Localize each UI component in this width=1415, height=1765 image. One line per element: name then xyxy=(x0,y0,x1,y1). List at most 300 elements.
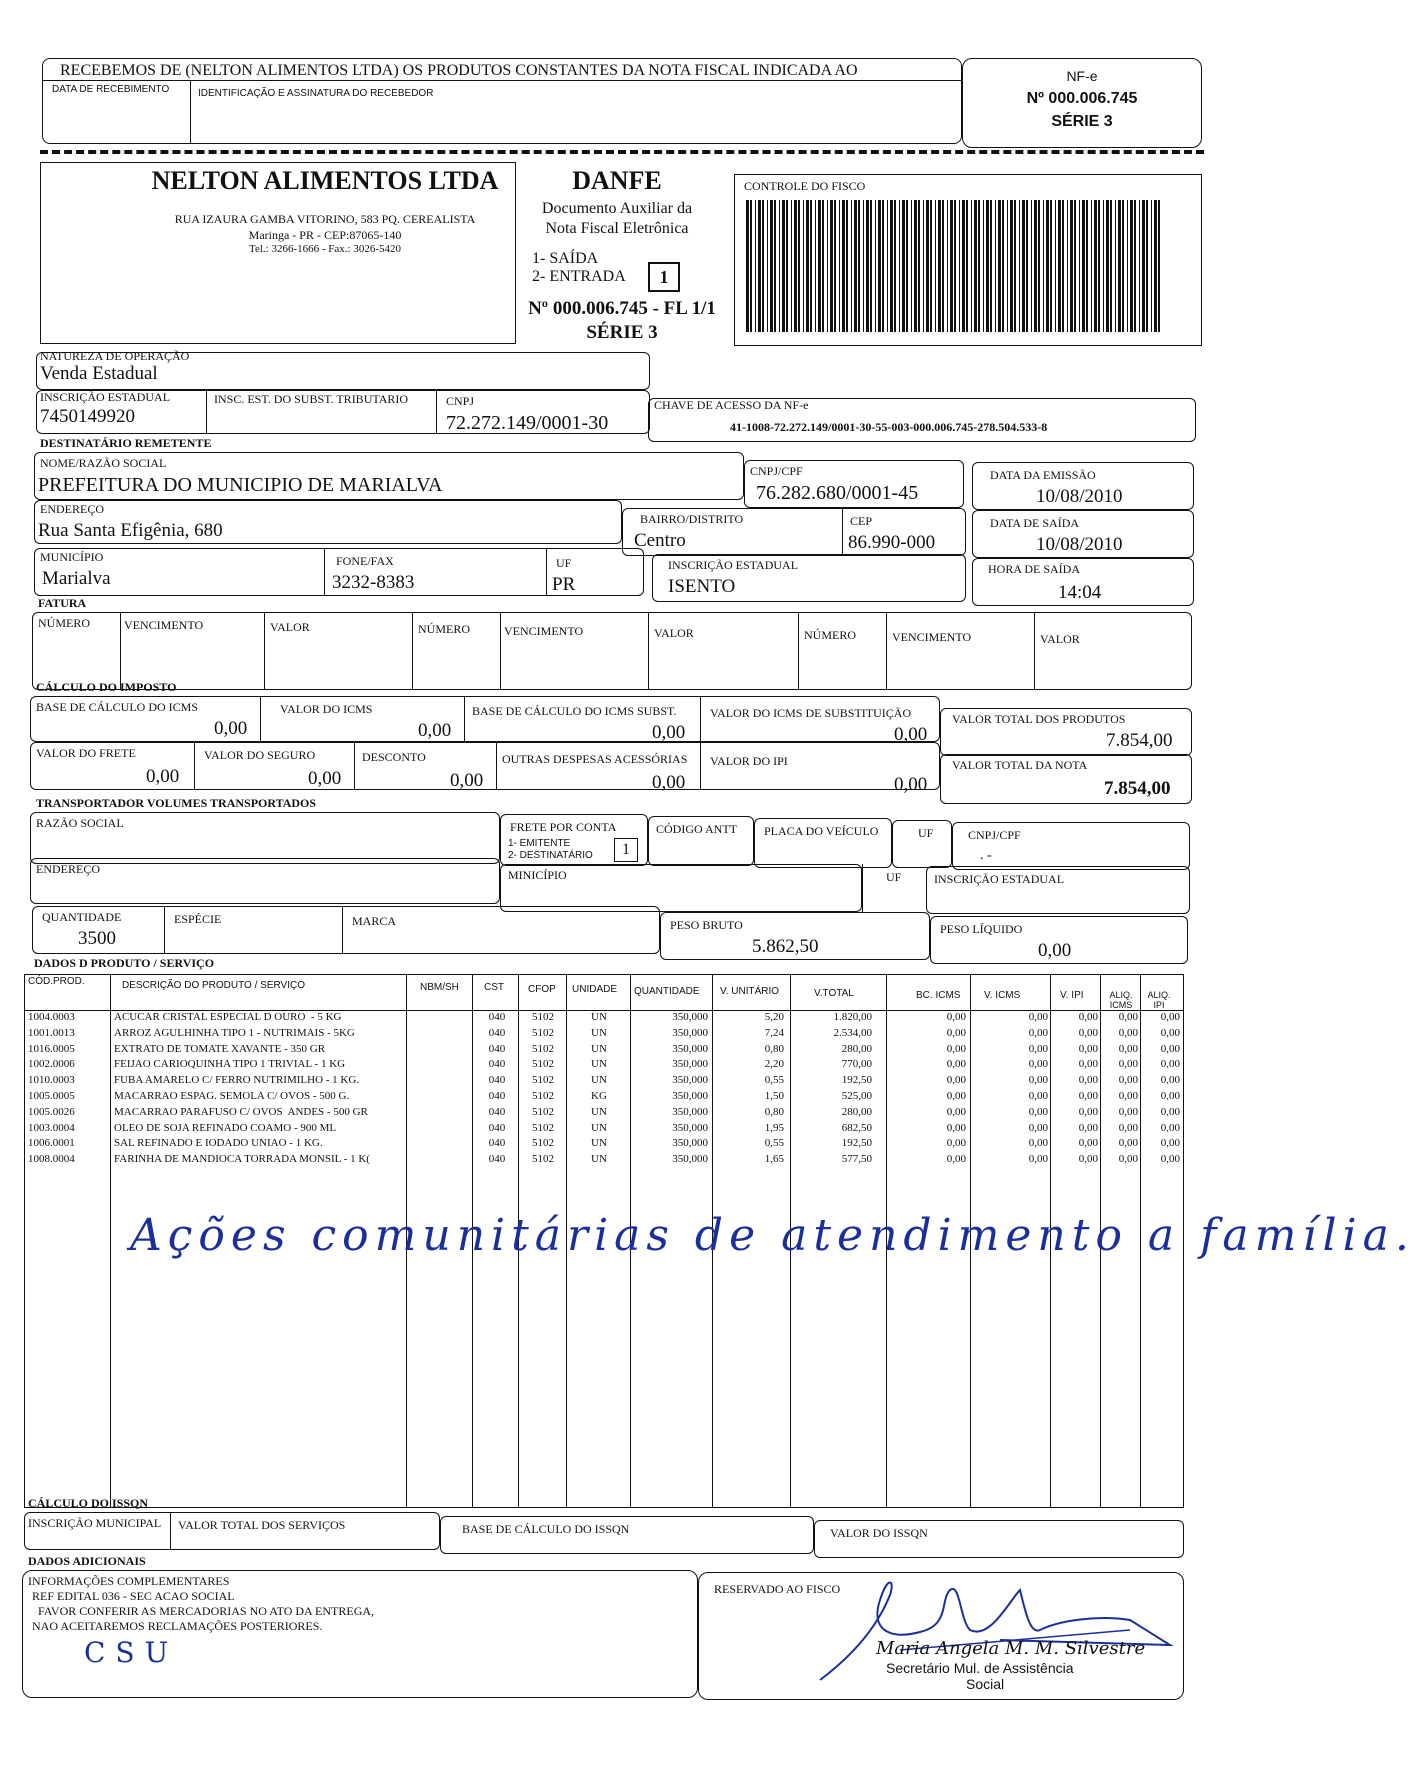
recipient-ie-label: INSCRIÇÃO ESTADUAL xyxy=(668,558,799,572)
cell-cst: 040 xyxy=(488,1042,506,1055)
fatura-numero-2: NÚMERO xyxy=(418,622,471,636)
cell-cst: 040 xyxy=(488,1105,506,1118)
transport-frete-opt2: 2- DESTINATÁRIO xyxy=(508,850,593,861)
cell-vt: 525,00 xyxy=(841,1089,872,1102)
cell-un: UN xyxy=(591,1137,607,1150)
cell-desc: FEIJAO CARIOQUINHA TIPO 1 TRIVIAL - 1 KG xyxy=(114,1058,346,1071)
cell-vipi: 0,00 xyxy=(1078,1026,1098,1039)
cell-qtd: 350,000 xyxy=(672,1058,708,1071)
stamp-title-2: Social xyxy=(966,1676,1005,1692)
cell-cod: 1001.0013 xyxy=(28,1026,75,1039)
total-prod-value: 7.854,00 xyxy=(1106,730,1173,751)
transport-cnpj-value: . - xyxy=(980,848,992,863)
peso-liq-value: 0,00 xyxy=(1038,940,1072,961)
transport-frete-opt1: 1- EMITENTE xyxy=(508,838,571,849)
col-vicms xyxy=(972,1010,1048,1168)
cell-vicms: 0,00 xyxy=(1028,1121,1048,1134)
cell-bc: 0,00 xyxy=(946,1011,966,1023)
col-aicms xyxy=(1102,1010,1138,1168)
col-desc xyxy=(114,1010,404,1168)
desconto-value: 0,00 xyxy=(450,770,484,791)
uf-value: PR xyxy=(552,574,576,595)
cell-aipi: 0,00 xyxy=(1160,1074,1180,1087)
hora-label: HORA DE SAÍDA xyxy=(988,562,1081,576)
cell-desc: OLEO DE SOJA REFINADO COAMO - 900 ML xyxy=(114,1121,337,1134)
cell-cfop: 5102 xyxy=(532,1153,554,1166)
ie-divider-2 xyxy=(436,390,437,434)
cell-bc: 0,00 xyxy=(946,1026,966,1039)
th-nbm: NBM/SH xyxy=(420,982,459,993)
municipio-value: Marialva xyxy=(42,568,111,589)
cell-aicms: 0,00 xyxy=(1118,1105,1138,1118)
cut-line xyxy=(40,150,1204,154)
cell-desc: SAL REFINADO E IODADO UNIAO - 1 KG. xyxy=(114,1137,323,1150)
seguro-label: VALOR DO SEGURO xyxy=(204,748,316,762)
cell-cst: 040 xyxy=(488,1137,506,1150)
cell-aicms: 0,00 xyxy=(1118,1121,1138,1134)
col-cst xyxy=(476,1010,518,1168)
fatura-valor-3: VALOR xyxy=(1040,632,1080,646)
receipt-text: RECEBEMOS DE (NELTON ALIMENTOS LTDA) OS PRODUTOS CONSTANTES DA NOTA FISCAL INDICADA AO xyxy=(60,62,858,79)
cell-desc: FUBA AMARELO C/ FERRO NUTRIMILHO - 1 KG. xyxy=(114,1074,360,1087)
ipi-label: VALOR DO IPI xyxy=(710,754,788,768)
fatura-div-8 xyxy=(1034,612,1035,690)
additional-section: DADOS ADICIONAIS xyxy=(28,1554,146,1568)
emissao-label: DATA DA EMISSÃO xyxy=(990,468,1096,482)
col-qtd xyxy=(632,1010,708,1168)
th-cst: CST xyxy=(484,982,504,993)
fisco-control-label: CONTROLE DO FISCO xyxy=(744,179,866,193)
cell-un: UN xyxy=(591,1105,607,1118)
cell-cfop: 5102 xyxy=(532,1042,554,1055)
th-cfop: CFOP xyxy=(528,984,556,995)
total-nota-label: VALOR TOTAL DA NOTA xyxy=(952,758,1088,772)
transport-especie-label: ESPÉCIE xyxy=(174,912,222,926)
cell-desc: MACARRAO ESPAG. SEMOLA C/ OVOS - 500 G. xyxy=(114,1089,350,1102)
fisco-reserved-label: RESERVADO AO FISCO xyxy=(714,1582,841,1596)
cell-un: KG xyxy=(591,1089,607,1102)
fatura-valor-2: VALOR xyxy=(654,626,694,640)
cell-cfop: 5102 xyxy=(532,1026,554,1039)
cell-vicms: 0,00 xyxy=(1028,1042,1048,1055)
cell-aicms: 0,00 xyxy=(1118,1011,1138,1023)
fatura-div-6 xyxy=(798,612,799,690)
cell-cst: 040 xyxy=(488,1058,506,1071)
barcode xyxy=(746,200,1166,332)
cell-cod: 1006.0001 xyxy=(28,1137,75,1150)
fatura-div-4 xyxy=(500,612,501,690)
cell-qtd: 350,000 xyxy=(672,1105,708,1118)
transport-vol-box xyxy=(32,906,660,954)
icms-value: 0,00 xyxy=(418,720,452,741)
stamp-name: Maria Angela M. M. Silvestre xyxy=(876,1638,1146,1659)
cell-aicms: 0,00 xyxy=(1118,1074,1138,1087)
cell-cod: 1003.0004 xyxy=(28,1121,75,1134)
chave-label: CHAVE DE ACESSO DA NF-e xyxy=(654,398,809,412)
danfe-opt-entrada: 2- ENTRADA xyxy=(532,268,626,285)
issqn-section: CÁLCULO DO ISSQN xyxy=(28,1496,149,1510)
cell-un: UN xyxy=(591,1074,607,1087)
cell-vipi: 0,00 xyxy=(1078,1042,1098,1055)
cep-label: CEP xyxy=(850,514,873,528)
icms-st-value: 0,00 xyxy=(894,724,928,745)
cell-bc: 0,00 xyxy=(946,1074,966,1087)
peso-liq-label: PESO LÍQUIDO xyxy=(940,922,1023,936)
transport-cnpj-label: CNPJ/CPF xyxy=(968,828,1021,842)
transport-uf-label: UF xyxy=(918,826,934,840)
transport-mun-divider xyxy=(862,864,863,912)
th-aicms: ALIQ. ICMS xyxy=(1109,990,1133,1010)
cell-vu: 1,65 xyxy=(764,1153,784,1166)
cell-bc: 0,00 xyxy=(946,1058,966,1071)
cell-vt: 2.534,00 xyxy=(833,1026,872,1039)
issuer-address: RUA IZAURA GAMBA VITORINO, 583 PQ. CEREALISTA xyxy=(174,212,476,226)
cell-cfop: 5102 xyxy=(532,1058,554,1071)
municipio-divider-2 xyxy=(546,548,547,596)
cell-vipi: 0,00 xyxy=(1078,1105,1098,1118)
th-un: UNIDADE xyxy=(572,984,618,995)
cell-desc: FARINHA DE MANDIOCA TORRADA MONSIL - 1 K( xyxy=(114,1153,370,1166)
cell-vu: 7,24 xyxy=(764,1026,784,1039)
danfe-type-box: 1 xyxy=(648,262,680,292)
imp2-div-4 xyxy=(700,742,701,790)
cell-aipi: 0,00 xyxy=(1160,1137,1180,1150)
col-cfop xyxy=(522,1010,564,1168)
cell-bc: 0,00 xyxy=(946,1153,966,1166)
col-cod xyxy=(28,1010,75,1168)
cell-vt: 1.820,00 xyxy=(833,1011,872,1023)
danfe-series: SÉRIE 3 xyxy=(586,322,658,343)
cell-cst: 040 xyxy=(488,1121,506,1134)
ie-value: 7450149920 xyxy=(40,406,135,427)
cell-aicms: 0,00 xyxy=(1118,1137,1138,1150)
cell-aicms: 0,00 xyxy=(1118,1153,1138,1166)
fatura-box xyxy=(32,612,1192,690)
recipient-name-label: NOME/RAZÃO SOCIAL xyxy=(40,456,167,470)
th-vu: V. UNITÁRIO xyxy=(720,986,780,997)
transport-antt-label: CÓDIGO ANTT xyxy=(656,822,737,836)
cell-vu: 2,20 xyxy=(764,1058,784,1071)
cell-aicms: 0,00 xyxy=(1118,1089,1138,1102)
cell-vt: 770,00 xyxy=(841,1058,872,1071)
saida-label: DATA DE SAÍDA xyxy=(990,516,1080,530)
transport-razao-label: RAZÃO SOCIAL xyxy=(36,816,124,830)
cell-cst: 040 xyxy=(488,1089,506,1102)
th-vt: V.TOTAL xyxy=(814,988,854,999)
issqn-valor-label: VALOR DO ISSQN xyxy=(830,1526,928,1540)
cell-vt: 280,00 xyxy=(841,1042,872,1055)
cell-vicms: 0,00 xyxy=(1028,1074,1048,1087)
transport-placa-label: PLACA DO VEÍCULO xyxy=(764,824,879,838)
cell-cod: 1004.0003 xyxy=(28,1011,75,1023)
seguro-value: 0,00 xyxy=(308,768,342,789)
cell-vu: 0,80 xyxy=(764,1042,784,1055)
transport-uf2-label: UF xyxy=(886,870,902,884)
cell-aicms: 0,00 xyxy=(1118,1058,1138,1071)
cell-un: UN xyxy=(591,1042,607,1055)
transport-end-label: ENDEREÇO xyxy=(36,862,100,876)
issuer-phone: Tel.: 3266-1666 - Fax.: 3026-5420 xyxy=(249,243,401,255)
fatura-section: FATURA xyxy=(38,596,87,610)
transport-mun-label: MINICÍPIO xyxy=(508,868,567,882)
cell-qtd: 350,000 xyxy=(672,1026,708,1039)
cell-aicms: 0,00 xyxy=(1118,1026,1138,1039)
vol-div-2 xyxy=(342,906,343,954)
th-vipi: V. IPI xyxy=(1060,990,1084,1001)
cell-vt: 682,50 xyxy=(841,1121,872,1134)
imposto-section: CÁLCULO DO IMPOSTO xyxy=(36,680,177,694)
cell-vt: 192,50 xyxy=(841,1137,872,1150)
transport-frete-label: FRETE POR CONTA xyxy=(510,820,617,834)
fatura-div-1 xyxy=(120,612,121,690)
cell-qtd: 350,000 xyxy=(672,1153,708,1166)
base-st-value: 0,00 xyxy=(652,722,686,743)
peso-bruto-value: 5.862,50 xyxy=(752,936,819,957)
cell-cst: 040 xyxy=(488,1026,506,1039)
cell-vu: 1,95 xyxy=(764,1121,784,1134)
fatura-numero-3: NÚMERO xyxy=(804,628,857,642)
products-section: DADOS D PRODUTO / SERVIÇO xyxy=(34,956,215,970)
total-nota-value: 7.854,00 xyxy=(1104,778,1171,799)
issqn-divider xyxy=(170,1512,171,1550)
handwritten-csu: CSU xyxy=(84,1636,179,1669)
cell-cod: 1016.0005 xyxy=(28,1042,75,1055)
issqn-base-label: BASE DE CÁLCULO DO ISSQN xyxy=(462,1522,630,1536)
cell-cod: 1002.0006 xyxy=(28,1058,75,1071)
cell-aipi: 0,00 xyxy=(1160,1089,1180,1102)
th-desc: DESCRIÇÃO DO PRODUTO / SERVIÇO xyxy=(122,980,305,991)
base-icms-value: 0,00 xyxy=(214,718,248,739)
col-aipi xyxy=(1142,1010,1180,1168)
cell-cod: 1005.0005 xyxy=(28,1089,75,1102)
nfe-number: Nº 000.006.745 xyxy=(1026,90,1138,107)
recipient-ie-value: ISENTO xyxy=(668,576,736,597)
cell-bc: 0,00 xyxy=(946,1042,966,1055)
natureza-label: NATUREZA DE OPERAÇÃO xyxy=(40,349,190,363)
danfe-number: Nº 000.006.745 - FL 1/1 xyxy=(528,298,716,319)
th-aipi: ALIQ. IPI xyxy=(1147,990,1171,1010)
desconto-label: DESCONTO xyxy=(362,750,426,764)
cell-vicms: 0,00 xyxy=(1028,1058,1048,1071)
danfe-title: DANFE xyxy=(572,166,662,195)
endereco-label: ENDEREÇO xyxy=(40,502,104,516)
col-vipi xyxy=(1052,1010,1098,1168)
cell-vt: 577,50 xyxy=(841,1153,872,1166)
cell-bc: 0,00 xyxy=(946,1137,966,1150)
cell-cfop: 5102 xyxy=(532,1074,554,1087)
outras-value: 0,00 xyxy=(652,772,686,793)
cell-desc: ARROZ AGULHINHA TIPO 1 - NUTRIMAIS - 5KG xyxy=(114,1026,355,1039)
peso-bruto-label: PESO BRUTO xyxy=(670,918,743,932)
col-vt xyxy=(792,1010,872,1168)
cell-un: UN xyxy=(591,1058,607,1071)
th-vicms: V. ICMS xyxy=(984,990,1021,1001)
cell-qtd: 350,000 xyxy=(672,1089,708,1102)
bairro-value: Centro xyxy=(634,530,686,551)
vol-div-1 xyxy=(164,906,165,954)
cell-aipi: 0,00 xyxy=(1160,1153,1180,1166)
transport-frete-value: 1 xyxy=(614,838,638,862)
municipio-label: MUNICÍPIO xyxy=(40,550,104,564)
cell-desc: EXTRATO DE TOMATE XAVANTE - 350 GR xyxy=(114,1042,326,1055)
cell-vicms: 0,00 xyxy=(1028,1089,1048,1102)
cell-cst: 040 xyxy=(488,1074,506,1087)
fatura-numero-1: NÚMERO xyxy=(38,616,91,630)
cell-cst: 040 xyxy=(488,1011,506,1023)
cell-vu: 0,55 xyxy=(764,1137,784,1150)
issqn-inscricao-label: INSCRIÇÃO MUNICIPAL xyxy=(28,1516,162,1530)
fatura-venc-2: VENCIMENTO xyxy=(504,624,584,638)
cell-cfop: 5102 xyxy=(532,1089,554,1102)
imp1-div-1 xyxy=(260,696,261,742)
danfe-opt-saida: 1- SAÍDA xyxy=(532,250,599,267)
recipient-section: DESTINATÁRIO REMETENTE xyxy=(40,436,212,450)
icms-label: VALOR DO ICMS xyxy=(280,702,373,716)
cell-aipi: 0,00 xyxy=(1160,1011,1180,1023)
cell-cod: 1010.0003 xyxy=(28,1074,75,1087)
col-div-1 xyxy=(110,974,111,1508)
imp2-div-2 xyxy=(354,742,355,790)
ipi-value: 0,00 xyxy=(894,774,928,795)
bairro-divider xyxy=(842,508,843,556)
danfe-subtitle-1: Documento Auxiliar da xyxy=(541,200,693,217)
transport-section: TRANSPORTADOR VOLUMES TRANSPORTADOS xyxy=(36,796,317,810)
recipient-name-value: PREFEITURA DO MUNICIPIO DE MARIALVA xyxy=(38,474,443,496)
col-vu xyxy=(714,1010,784,1168)
bairro-label: BAIRRO/DISTRITO xyxy=(640,512,744,526)
cell-aipi: 0,00 xyxy=(1160,1121,1180,1134)
cell-bc: 0,00 xyxy=(946,1105,966,1118)
hora-value: 14:04 xyxy=(1058,582,1102,603)
imp2-div-1 xyxy=(194,742,195,790)
receipt-ident-label: IDENTIFICAÇÃO E ASSINATURA DO RECEBEDOR xyxy=(198,88,434,99)
th-cod: CÓD.PROD. xyxy=(28,976,85,987)
cell-un: UN xyxy=(591,1026,607,1039)
emissao-value: 10/08/2010 xyxy=(1036,486,1123,507)
cell-vu: 5,20 xyxy=(764,1011,784,1023)
issuer-name: NELTON ALIMENTOS LTDA xyxy=(151,166,499,195)
cell-cfop: 5102 xyxy=(532,1105,554,1118)
transport-qtd-value: 3500 xyxy=(78,928,116,949)
cell-vipi: 0,00 xyxy=(1078,1058,1098,1071)
fatura-venc-1: VENCIMENTO xyxy=(124,618,204,632)
saida-value: 10/08/2010 xyxy=(1036,534,1123,555)
fatura-venc-3: VENCIMENTO xyxy=(892,630,972,644)
municipio-divider-1 xyxy=(324,548,325,596)
cell-vicms: 0,00 xyxy=(1028,1153,1048,1166)
cell-aipi: 0,00 xyxy=(1160,1042,1180,1055)
icms-st-label: VALOR DO ICMS DE SUBSTITUIÇÃO xyxy=(710,706,912,720)
cell-bc: 0,00 xyxy=(946,1089,966,1102)
nfe-label: NF-e xyxy=(1066,68,1098,84)
chave-value: 41-1008-72.272.149/0001-30-55-003-000.006.745-278.504.533-8 xyxy=(730,420,1048,434)
cell-un: UN xyxy=(591,1011,607,1023)
issuer-city: Maringa - PR - CEP:87065-140 xyxy=(248,228,402,242)
cell-vu: 0,80 xyxy=(764,1105,784,1118)
cell-cfop: 5102 xyxy=(532,1011,554,1023)
cell-vt: 192,50 xyxy=(841,1074,872,1087)
cell-cod: 1005.0026 xyxy=(28,1105,75,1118)
cell-qtd: 350,000 xyxy=(672,1074,708,1087)
transport-ie-label: INSCRIÇÃO ESTADUAL xyxy=(934,872,1065,886)
info-line-2: FAVOR CONFERIR AS MERCADORIAS NO ATO DA ENTREGA, xyxy=(32,1604,375,1618)
ie-st-label: INSC. EST. DO SUBST. TRIBUTARIO xyxy=(214,392,409,406)
natureza-value: Venda Estadual xyxy=(40,363,158,384)
cell-cfop: 5102 xyxy=(532,1121,554,1134)
fatura-valor-1: VALOR xyxy=(270,620,310,634)
base-icms-label: BASE DE CÁLCULO DO ICMS xyxy=(36,700,199,714)
handwritten-note: Ações comunitárias de atendimento a família. xyxy=(130,1210,1415,1261)
col-un xyxy=(570,1010,628,1168)
cell-cod: 1008.0004 xyxy=(28,1153,75,1166)
stamp-title-1: Secretário Mul. de Assistência xyxy=(886,1660,1074,1676)
transport-marca-label: MARCA xyxy=(352,914,397,928)
receipt-date-label: DATA DE RECEBIMENTO xyxy=(52,84,170,95)
cell-aicms: 0,00 xyxy=(1118,1042,1138,1055)
fatura-div-3 xyxy=(412,612,413,690)
cell-qtd: 350,000 xyxy=(672,1137,708,1150)
ie-label: INSCRIÇÃO ESTADUAL xyxy=(40,390,171,404)
cell-vipi: 0,00 xyxy=(1078,1011,1098,1023)
col-bc xyxy=(888,1010,966,1168)
cell-un: UN xyxy=(591,1121,607,1134)
issqn-total-label: VALOR TOTAL DOS SERVIÇOS xyxy=(178,1518,346,1532)
recipient-cnpj-value: 76.282.680/0001-45 xyxy=(756,482,919,504)
fatura-div-5 xyxy=(648,612,649,690)
th-bc: BC. ICMS xyxy=(916,990,961,1001)
transport-end-box xyxy=(30,858,500,904)
cell-desc: MACARRAO PARAFUSO C/ OVOS ANDES - 500 GR xyxy=(114,1105,368,1118)
cell-aipi: 0,00 xyxy=(1160,1105,1180,1118)
outras-label: OUTRAS DESPESAS ACESSÓRIAS xyxy=(502,752,688,766)
cell-vipi: 0,00 xyxy=(1078,1137,1098,1150)
imp1-div-2 xyxy=(464,696,465,742)
cell-qtd: 350,000 xyxy=(672,1042,708,1055)
uf-label: UF xyxy=(556,556,572,570)
cell-vipi: 0,00 xyxy=(1078,1074,1098,1087)
cell-vipi: 0,00 xyxy=(1078,1153,1098,1166)
danfe-subtitle-2: Nota Fiscal Eletrônica xyxy=(545,220,689,237)
cell-vipi: 0,00 xyxy=(1078,1089,1098,1102)
cell-desc: ACUCAR CRISTAL ESPECIAL D OURO - 5 KG xyxy=(114,1011,342,1023)
cell-aipi: 0,00 xyxy=(1160,1026,1180,1039)
cep-value: 86.990-000 xyxy=(848,532,936,553)
cnpj-label: CNPJ xyxy=(446,394,475,408)
imp2-div-3 xyxy=(496,742,497,790)
stub-divider xyxy=(42,80,962,81)
info-label: INFORMAÇÕES COMPLEMENTARES xyxy=(28,1574,230,1588)
fatura-div-2 xyxy=(264,612,265,690)
frete-value: 0,00 xyxy=(146,766,180,787)
cell-vicms: 0,00 xyxy=(1028,1026,1048,1039)
imp1-div-3 xyxy=(700,696,701,742)
frete-label: VALOR DO FRETE xyxy=(36,746,136,760)
th-qtd: QUANTIDADE xyxy=(634,986,700,997)
cell-bc: 0,00 xyxy=(946,1121,966,1134)
cell-aipi: 0,00 xyxy=(1160,1058,1180,1071)
stub-vdivider xyxy=(190,80,191,144)
fatura-div-7 xyxy=(886,612,887,690)
cell-vt: 280,00 xyxy=(841,1105,872,1118)
cell-cfop: 5102 xyxy=(532,1137,554,1150)
cell-un: UN xyxy=(591,1153,607,1166)
transport-qtd-label: QUANTIDADE xyxy=(42,910,122,924)
cell-vicms: 0,00 xyxy=(1028,1105,1048,1118)
base-st-label: BASE DE CÁLCULO DO ICMS SUBST. xyxy=(472,704,677,718)
cell-vu: 1,50 xyxy=(764,1089,784,1102)
endereco-value: Rua Santa Efigênia, 680 xyxy=(38,520,223,541)
cell-vu: 0,55 xyxy=(764,1074,784,1087)
